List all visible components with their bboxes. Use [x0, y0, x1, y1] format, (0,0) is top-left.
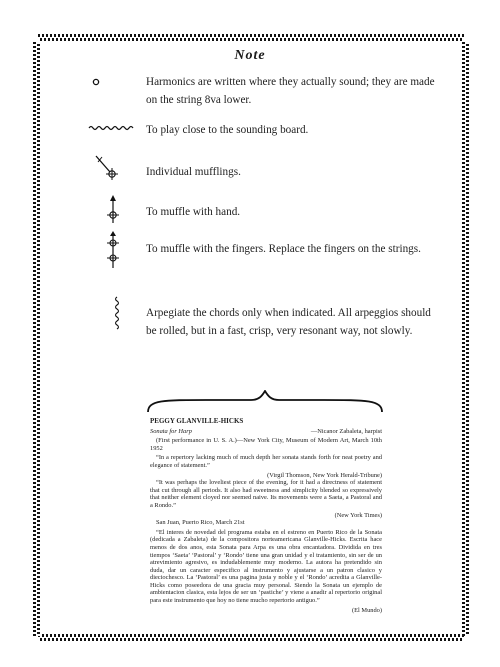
source-new-york-times: (New York Times) — [334, 511, 382, 519]
arpeggio-wavy-icon — [113, 296, 121, 330]
quote-herald-tribune: “In a repertory lacking much of much depth her sonata stands forth for neat poetry and elegance of statement.” — [150, 454, 382, 469]
diagonal-muffle-icon — [94, 154, 122, 184]
harmonic-circle-icon — [90, 76, 102, 88]
quote-el-mundo: “El interes de novedad del programa estaba en el estreno en Puerto Rico de la Sonata (dedicada a Zabaleta) de la compositora norteamericana Glanville-Hicks. Escrita hace menos de dos anos, esta Sonata para Arpa es una obra encantadora. Dividida en tres tiempos ‘Saeta’ ‘Pastoral’ y ‘Rondo’ tiene una gran unidad y el tratamiento, sin ser de un atrevimiento agresivo, es indudablemente muy moderno. La autora ha pretendido sin duda, dar un caracter especifico al instrumento y ajustarse a un patron clasico y dieciochesco. La ‘Pastoral’ es una pagina justa y noble y el ‘Rondo’ acredita a Glanville-Hicks como poseedora de una gracia muy personal. Siendo la Sonata un ejemplo de ambientacion clasica, esta lejos de ser un ‘pastiche’ y viene a anadir al repertorio original para este instrumento que hoy no tiene mucho repertorio antiguo.” — [150, 528, 382, 605]
legend-text-harmonics: Harmonics are written where they actually sound; they are made on the string 8va lower. — [146, 76, 435, 106]
wavy-line-icon — [88, 124, 136, 132]
double-muffle-icon — [104, 230, 122, 270]
quote-new-york-times: “It was perhaps the loveliest piece of the evening, for it had a directness of statement that cut through all periods. It also had sweetness and simplicity blended so expressively that neither element cloyed nor seemed naive. Its movements were a Saeta, a Pastoral and a Rondo.” — [150, 479, 382, 509]
premiere-info: (First performance in U. S. A.)—New York City, Museum of Modern Art, March 10th 1952 — [150, 437, 382, 452]
performer: —Nicanor Zabaleta, harpist — [310, 427, 382, 435]
place-date-puerto-rico: San Juan, Puerto Rico, March 21st — [156, 519, 245, 527]
page-title: Note — [234, 48, 266, 63]
work-title: Sonata for Harp — [150, 427, 192, 435]
legend-text-sounding-board: To play close to the sounding board. — [146, 124, 309, 136]
legend-text-individual-mufflings: Individual mufflings. — [146, 166, 241, 178]
review-clipping — [150, 418, 382, 614]
decorative-brace-icon — [146, 390, 384, 416]
left-border — [33, 42, 40, 636]
right-border — [462, 42, 469, 636]
top-border — [38, 34, 464, 41]
composer-name: PEGGY GLANVILLE-HICKS — [150, 417, 244, 425]
source-herald-tribune: (Virgil Thomson, New York Herald-Tribune) — [267, 471, 382, 479]
source-el-mundo: (El Mundo) — [352, 606, 382, 614]
bottom-border — [38, 634, 464, 641]
legend-text-muffle-fingers: To muffle with the fingers. Replace the fingers on the strings. — [146, 243, 421, 255]
legend-text-muffle-hand: To muffle with hand. — [146, 206, 241, 218]
work-line — [150, 428, 382, 436]
legend-text-arpeggio: Arpegiate the chords only when indicated. All arpeggios should be rolled, but in a fast, crisp, very resonant way, not slowly. — [146, 307, 431, 337]
arrow-muffle-icon — [104, 193, 122, 225]
